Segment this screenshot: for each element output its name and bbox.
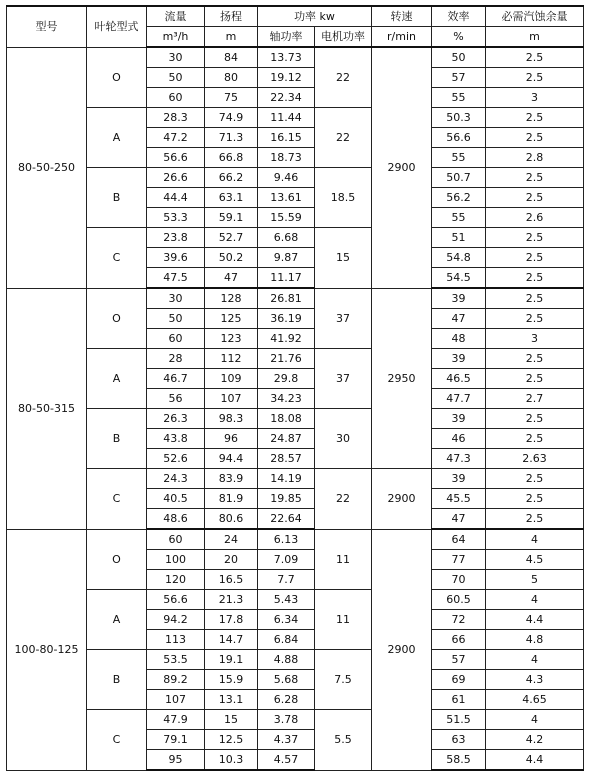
impeller-type-cell: O [87, 288, 147, 349]
head-cell: 123 [205, 329, 258, 349]
flow-cell: 23.8 [147, 228, 205, 248]
head-cell: 66.2 [205, 168, 258, 188]
model-cell: 80-50-315 [7, 288, 87, 529]
motor-power-cell: 30 [315, 409, 372, 469]
flow-cell: 56 [147, 389, 205, 409]
pump-performance-table [6, 5, 584, 771]
speed-cell: 2900 [372, 47, 432, 288]
flow-cell: 50 [147, 68, 205, 88]
motor-power-cell: 22 [315, 47, 372, 108]
header-power: 功率 kw [258, 6, 372, 27]
impeller-type-cell: C [87, 228, 147, 289]
npsh-cell: 2.5 [486, 309, 584, 329]
flow-cell: 52.6 [147, 449, 205, 469]
efficiency-cell: 46.5 [432, 369, 486, 389]
efficiency-cell: 63 [432, 730, 486, 750]
efficiency-cell: 57 [432, 68, 486, 88]
npsh-cell: 2.5 [486, 248, 584, 268]
shaft-power-cell: 22.64 [258, 509, 315, 530]
head-cell: 20 [205, 550, 258, 570]
npsh-cell: 2.7 [486, 389, 584, 409]
head-cell: 83.9 [205, 469, 258, 489]
npsh-cell: 4.65 [486, 690, 584, 710]
table-row [7, 108, 584, 128]
flow-cell: 100 [147, 550, 205, 570]
motor-power-cell: 11 [315, 529, 372, 590]
unit-head: m [205, 27, 258, 48]
flow-cell: 60 [147, 88, 205, 108]
motor-power-cell: 22 [315, 108, 372, 168]
flow-cell: 53.5 [147, 650, 205, 670]
unit-flow: m³/h [147, 27, 205, 48]
shaft-power-cell: 7.09 [258, 550, 315, 570]
head-cell: 10.3 [205, 750, 258, 771]
unit-shaft-power: 轴功率 [258, 27, 315, 48]
efficiency-cell: 69 [432, 670, 486, 690]
npsh-cell: 4.3 [486, 670, 584, 690]
table-row [7, 710, 584, 730]
npsh-cell: 2.5 [486, 47, 584, 68]
flow-cell: 39.6 [147, 248, 205, 268]
head-cell: 17.8 [205, 610, 258, 630]
head-cell: 19.1 [205, 650, 258, 670]
model-group [7, 529, 584, 770]
impeller-type-cell: B [87, 650, 147, 710]
shaft-power-cell: 14.19 [258, 469, 315, 489]
flow-cell: 95 [147, 750, 205, 771]
head-cell: 81.9 [205, 489, 258, 509]
efficiency-cell: 50 [432, 47, 486, 68]
flow-cell: 47.2 [147, 128, 205, 148]
shaft-power-cell: 4.57 [258, 750, 315, 771]
header-npsh: 必需汽蚀余量 [486, 6, 584, 27]
shaft-power-cell: 26.81 [258, 288, 315, 309]
shaft-power-cell: 28.57 [258, 449, 315, 469]
flow-cell: 26.3 [147, 409, 205, 429]
header-efficiency: 效率 [432, 6, 486, 27]
shaft-power-cell: 9.87 [258, 248, 315, 268]
shaft-power-cell: 6.34 [258, 610, 315, 630]
efficiency-cell: 50.7 [432, 168, 486, 188]
npsh-cell: 2.5 [486, 469, 584, 489]
flow-cell: 24.3 [147, 469, 205, 489]
header-flow: 流量 [147, 6, 205, 27]
npsh-cell: 2.5 [486, 228, 584, 248]
head-cell: 80 [205, 68, 258, 88]
head-cell: 128 [205, 288, 258, 309]
impeller-type-cell: B [87, 168, 147, 228]
efficiency-cell: 47 [432, 309, 486, 329]
efficiency-cell: 46 [432, 429, 486, 449]
npsh-cell: 4.5 [486, 550, 584, 570]
motor-power-cell: 11 [315, 590, 372, 650]
npsh-cell: 4 [486, 529, 584, 550]
impeller-type-cell: A [87, 349, 147, 409]
head-cell: 14.7 [205, 630, 258, 650]
efficiency-cell: 77 [432, 550, 486, 570]
model-cell: 80-50-250 [7, 47, 87, 288]
speed-cell: 2900 [372, 469, 432, 530]
model-group [7, 288, 584, 529]
npsh-cell: 2.5 [486, 509, 584, 530]
head-cell: 52.7 [205, 228, 258, 248]
impeller-type-cell: C [87, 469, 147, 530]
shaft-power-cell: 16.15 [258, 128, 315, 148]
impeller-type-cell: C [87, 710, 147, 771]
shaft-power-cell: 19.85 [258, 489, 315, 509]
flow-cell: 50 [147, 309, 205, 329]
shaft-power-cell: 13.61 [258, 188, 315, 208]
shaft-power-cell: 4.37 [258, 730, 315, 750]
flow-cell: 40.5 [147, 489, 205, 509]
header-speed: 转速 [372, 6, 432, 27]
efficiency-cell: 54.8 [432, 248, 486, 268]
head-cell: 13.1 [205, 690, 258, 710]
shaft-power-cell: 6.13 [258, 529, 315, 550]
npsh-cell: 2.6 [486, 208, 584, 228]
table-row [7, 409, 584, 429]
shaft-power-cell: 41.92 [258, 329, 315, 349]
motor-power-cell: 15 [315, 228, 372, 289]
efficiency-cell: 48 [432, 329, 486, 349]
head-cell: 94.4 [205, 449, 258, 469]
impeller-type-cell: O [87, 529, 147, 590]
head-cell: 63.1 [205, 188, 258, 208]
shaft-power-cell: 21.76 [258, 349, 315, 369]
flow-cell: 56.6 [147, 148, 205, 168]
shaft-power-cell: 29.8 [258, 369, 315, 389]
header-head: 扬程 [205, 6, 258, 27]
header-model: 型号 [7, 6, 87, 47]
npsh-cell: 4 [486, 590, 584, 610]
flow-cell: 60 [147, 329, 205, 349]
head-cell: 21.3 [205, 590, 258, 610]
shaft-power-cell: 13.73 [258, 47, 315, 68]
head-cell: 66.8 [205, 148, 258, 168]
motor-power-cell: 18.5 [315, 168, 372, 228]
npsh-cell: 2.5 [486, 168, 584, 188]
flow-cell: 26.6 [147, 168, 205, 188]
head-cell: 98.3 [205, 409, 258, 429]
head-cell: 125 [205, 309, 258, 329]
impeller-type-cell: O [87, 47, 147, 108]
efficiency-cell: 39 [432, 288, 486, 309]
flow-cell: 30 [147, 47, 205, 68]
efficiency-cell: 55 [432, 208, 486, 228]
flow-cell: 28.3 [147, 108, 205, 128]
shaft-power-cell: 6.84 [258, 630, 315, 650]
npsh-cell: 4 [486, 710, 584, 730]
flow-cell: 46.7 [147, 369, 205, 389]
shaft-power-cell: 15.59 [258, 208, 315, 228]
head-cell: 80.6 [205, 509, 258, 530]
efficiency-cell: 61 [432, 690, 486, 710]
npsh-cell: 2.5 [486, 409, 584, 429]
npsh-cell: 4.4 [486, 610, 584, 630]
npsh-cell: 2.5 [486, 68, 584, 88]
model-cell: 100-80-125 [7, 529, 87, 770]
flow-cell: 94.2 [147, 610, 205, 630]
efficiency-cell: 47.3 [432, 449, 486, 469]
shaft-power-cell: 22.34 [258, 88, 315, 108]
head-cell: 59.1 [205, 208, 258, 228]
npsh-cell: 2.8 [486, 148, 584, 168]
head-cell: 12.5 [205, 730, 258, 750]
shaft-power-cell: 7.7 [258, 570, 315, 590]
shaft-power-cell: 24.87 [258, 429, 315, 449]
efficiency-cell: 56.6 [432, 128, 486, 148]
head-cell: 112 [205, 349, 258, 369]
npsh-cell: 2.5 [486, 268, 584, 289]
unit-npsh: m [486, 27, 584, 48]
table-row [7, 228, 584, 248]
efficiency-cell: 50.3 [432, 108, 486, 128]
unit-speed: r/min [372, 27, 432, 48]
npsh-cell: 2.5 [486, 429, 584, 449]
table-row [7, 47, 584, 68]
efficiency-cell: 58.5 [432, 750, 486, 771]
npsh-cell: 4.2 [486, 730, 584, 750]
flow-cell: 113 [147, 630, 205, 650]
flow-cell: 43.8 [147, 429, 205, 449]
efficiency-cell: 70 [432, 570, 486, 590]
shaft-power-cell: 6.68 [258, 228, 315, 248]
flow-cell: 120 [147, 570, 205, 590]
head-cell: 50.2 [205, 248, 258, 268]
flow-cell: 28 [147, 349, 205, 369]
npsh-cell: 2.63 [486, 449, 584, 469]
model-group [7, 47, 584, 288]
table-row [7, 650, 584, 670]
table-row [7, 288, 584, 309]
speed-cell: 2950 [372, 288, 432, 469]
efficiency-cell: 55 [432, 148, 486, 168]
efficiency-cell: 66 [432, 630, 486, 650]
shaft-power-cell: 18.08 [258, 409, 315, 429]
flow-cell: 79.1 [147, 730, 205, 750]
table-row [7, 168, 584, 188]
shaft-power-cell: 11.44 [258, 108, 315, 128]
flow-cell: 89.2 [147, 670, 205, 690]
shaft-power-cell: 19.12 [258, 68, 315, 88]
motor-power-cell: 7.5 [315, 650, 372, 710]
head-cell: 15 [205, 710, 258, 730]
motor-power-cell: 37 [315, 349, 372, 409]
shaft-power-cell: 34.23 [258, 389, 315, 409]
shaft-power-cell: 5.43 [258, 590, 315, 610]
efficiency-cell: 51 [432, 228, 486, 248]
efficiency-cell: 64 [432, 529, 486, 550]
header-impeller-type: 叶轮型式 [87, 6, 147, 47]
shaft-power-cell: 6.28 [258, 690, 315, 710]
head-cell: 96 [205, 429, 258, 449]
npsh-cell: 3 [486, 329, 584, 349]
shaft-power-cell: 11.17 [258, 268, 315, 289]
flow-cell: 44.4 [147, 188, 205, 208]
efficiency-cell: 51.5 [432, 710, 486, 730]
efficiency-cell: 47.7 [432, 389, 486, 409]
flow-cell: 47.5 [147, 268, 205, 289]
unit-motor-power: 电机功率 [315, 27, 372, 48]
flow-cell: 53.3 [147, 208, 205, 228]
head-cell: 75 [205, 88, 258, 108]
head-cell: 15.9 [205, 670, 258, 690]
impeller-type-cell: A [87, 590, 147, 650]
head-cell: 71.3 [205, 128, 258, 148]
flow-cell: 30 [147, 288, 205, 309]
table-row [7, 469, 584, 489]
table-row [7, 529, 584, 550]
table-row [7, 590, 584, 610]
flow-cell: 47.9 [147, 710, 205, 730]
motor-power-cell: 5.5 [315, 710, 372, 771]
npsh-cell: 2.5 [486, 288, 584, 309]
npsh-cell: 2.5 [486, 369, 584, 389]
efficiency-cell: 57 [432, 650, 486, 670]
efficiency-cell: 60.5 [432, 590, 486, 610]
head-cell: 16.5 [205, 570, 258, 590]
motor-power-cell: 37 [315, 288, 372, 349]
head-cell: 74.9 [205, 108, 258, 128]
head-cell: 84 [205, 47, 258, 68]
shaft-power-cell: 5.68 [258, 670, 315, 690]
flow-cell: 56.6 [147, 590, 205, 610]
efficiency-cell: 55 [432, 88, 486, 108]
efficiency-cell: 56.2 [432, 188, 486, 208]
npsh-cell: 3 [486, 88, 584, 108]
impeller-type-cell: A [87, 108, 147, 168]
npsh-cell: 4.4 [486, 750, 584, 771]
shaft-power-cell: 9.46 [258, 168, 315, 188]
shaft-power-cell: 3.78 [258, 710, 315, 730]
npsh-cell: 2.5 [486, 349, 584, 369]
head-cell: 24 [205, 529, 258, 550]
npsh-cell: 2.5 [486, 188, 584, 208]
npsh-cell: 2.5 [486, 128, 584, 148]
speed-cell: 2900 [372, 529, 432, 770]
npsh-cell: 4 [486, 650, 584, 670]
efficiency-cell: 39 [432, 469, 486, 489]
efficiency-cell: 47 [432, 509, 486, 530]
flow-cell: 107 [147, 690, 205, 710]
flow-cell: 60 [147, 529, 205, 550]
head-cell: 107 [205, 389, 258, 409]
motor-power-cell: 22 [315, 469, 372, 530]
flow-cell: 48.6 [147, 509, 205, 530]
efficiency-cell: 54.5 [432, 268, 486, 289]
table-row [7, 349, 584, 369]
efficiency-cell: 45.5 [432, 489, 486, 509]
head-cell: 109 [205, 369, 258, 389]
npsh-cell: 2.5 [486, 108, 584, 128]
header-row [7, 6, 584, 27]
shaft-power-cell: 4.88 [258, 650, 315, 670]
impeller-type-cell: B [87, 409, 147, 469]
shaft-power-cell: 18.73 [258, 148, 315, 168]
npsh-cell: 4.8 [486, 630, 584, 650]
npsh-cell: 5 [486, 570, 584, 590]
efficiency-cell: 72 [432, 610, 486, 630]
npsh-cell: 2.5 [486, 489, 584, 509]
efficiency-cell: 39 [432, 409, 486, 429]
efficiency-cell: 39 [432, 349, 486, 369]
shaft-power-cell: 36.19 [258, 309, 315, 329]
unit-efficiency: % [432, 27, 486, 48]
head-cell: 47 [205, 268, 258, 289]
